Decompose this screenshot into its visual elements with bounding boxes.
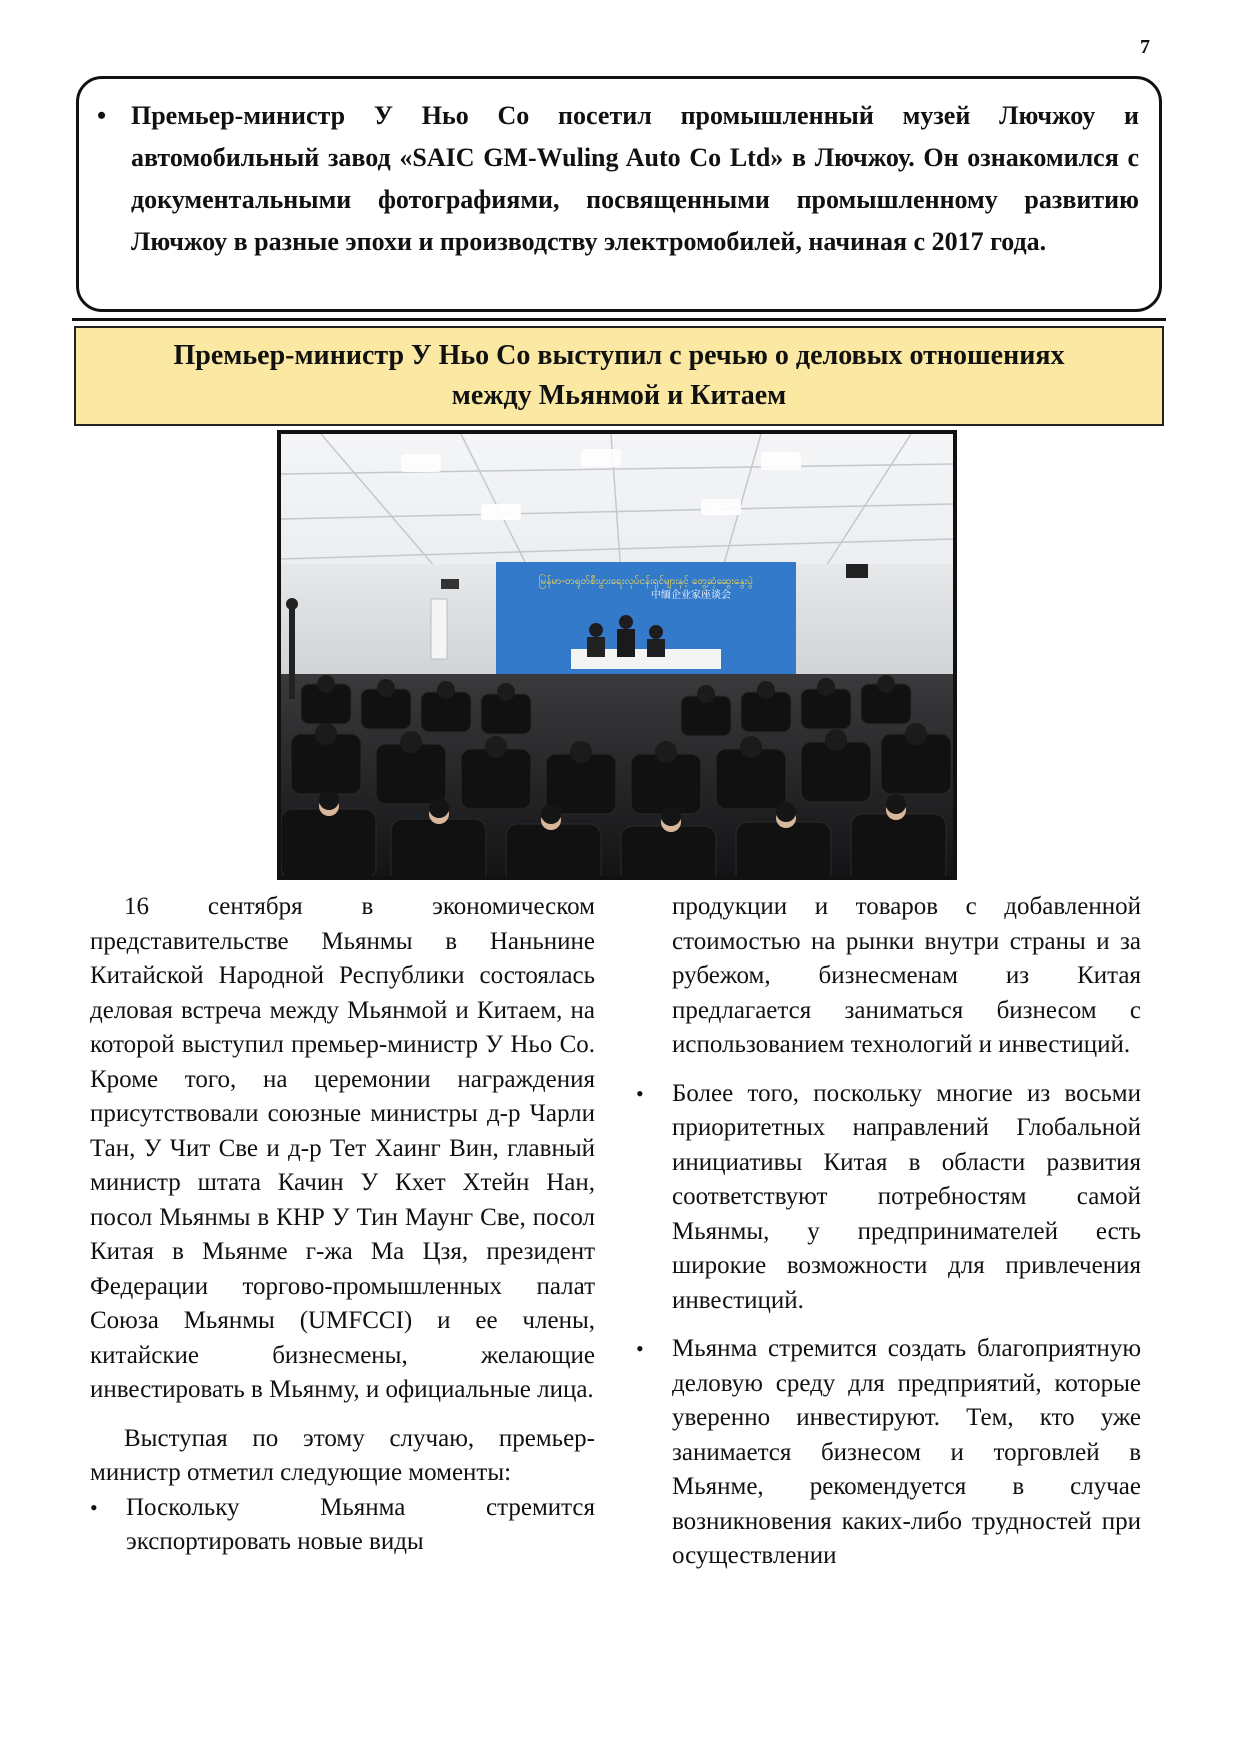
banner-text: မြန်မာ-တရုတ်စီးပွားရေးလုပ်ငန်းရှင်များနှင့် တွေ့ဆုံဆွေးနွေးပွဲ bbox=[538, 576, 754, 587]
bullet-icon: • bbox=[97, 101, 107, 130]
highlight-box bbox=[76, 76, 1162, 312]
bullet-text: Поскольку Мьянма стремится экспортировать новые виды bbox=[126, 1493, 595, 1555]
paragraph: продукции и товаров с добавленной стоимостью на рынки внутри страны и за рубежом, бизнесменам из Китая предлагается заниматься бизнесом с использованием технологий и инвестиций. bbox=[672, 893, 1141, 1058]
page-number: 7 bbox=[1140, 36, 1150, 58]
bullet-icon: • bbox=[90, 1494, 98, 1520]
bullet-item bbox=[636, 1077, 1141, 1319]
bullet-text: Более того, поскольку многие из восьми приоритетных направлений Глобальной инициативы Китая в области развития соответствуют потребностям самой Мьянмы, у предпринимателей есть широкие возможности для привлечения инвестиций. bbox=[672, 1079, 1141, 1314]
heading-line-2: между Мьянмой и Китаем bbox=[451, 380, 787, 411]
bullet-item bbox=[636, 1332, 1141, 1574]
conference-photo bbox=[277, 430, 957, 880]
bullet-item bbox=[90, 1491, 595, 1560]
bullet-text: Мьянма стремится создать благоприятную деловую среду для предприятий, которые уверенно инвестируют. Тем, кто уже занимается бизнесом и торговлей в Мьянме, рекомендуется в случае возникновения каких-либо трудностей при осуществлении bbox=[672, 1335, 1141, 1569]
highlight-text: Премьер-министр У Ньо Со посетил промышленный музей Лючжоу и автомобильный завод «SAIC GM-Wuling Auto Co Ltd» в Лючжоу. Он ознакомился с документальными фотографиями, посвященными промышленному развитию Лючжоу в разные эпохи и производству электромобилей, начиная с 2017 года. bbox=[131, 101, 1139, 256]
article-heading bbox=[74, 326, 1164, 426]
heading-line-1: Премьер-министр У Ньо Со выступил с речью о деловых отношениях bbox=[173, 340, 1065, 371]
right-column bbox=[636, 890, 1141, 1574]
paragraph: Выступая по этому случаю, премьер-министр отметил следующие моменты: bbox=[90, 1424, 595, 1486]
bullet-icon: • bbox=[636, 1080, 644, 1106]
divider bbox=[72, 318, 1166, 321]
paragraph: 16 сентября в экономическом представительстве Мьянмы в Наньнине Китайской Народной Республики состоялась деловая встреча между Мьянмой и Китаем, на которой выступил премьер-министр У Ньо Со. Кроме того, на церемонии награждения присутствовали союзные министры д-р Чарли Тан, У Чит Све и д-р Тет Хаинг Вин, главный министр штата Качин У Кхет Хтейн Нан, посол Мьянмы в КНР У Тин Маунг Све, посол Китая в Мьянме г-жа Ма Цзя, президент Федерации торгово-промышленных палат Союза Мьянмы (UMFCCI) и ее члены, китайские бизнесмены, желающие инвестировать в Мьянму, и официальные лица. bbox=[90, 893, 595, 1403]
banner-subtext: 中缅企业家座谈会 bbox=[651, 590, 731, 601]
bullet-icon: • bbox=[636, 1336, 644, 1361]
left-column bbox=[90, 890, 595, 1560]
